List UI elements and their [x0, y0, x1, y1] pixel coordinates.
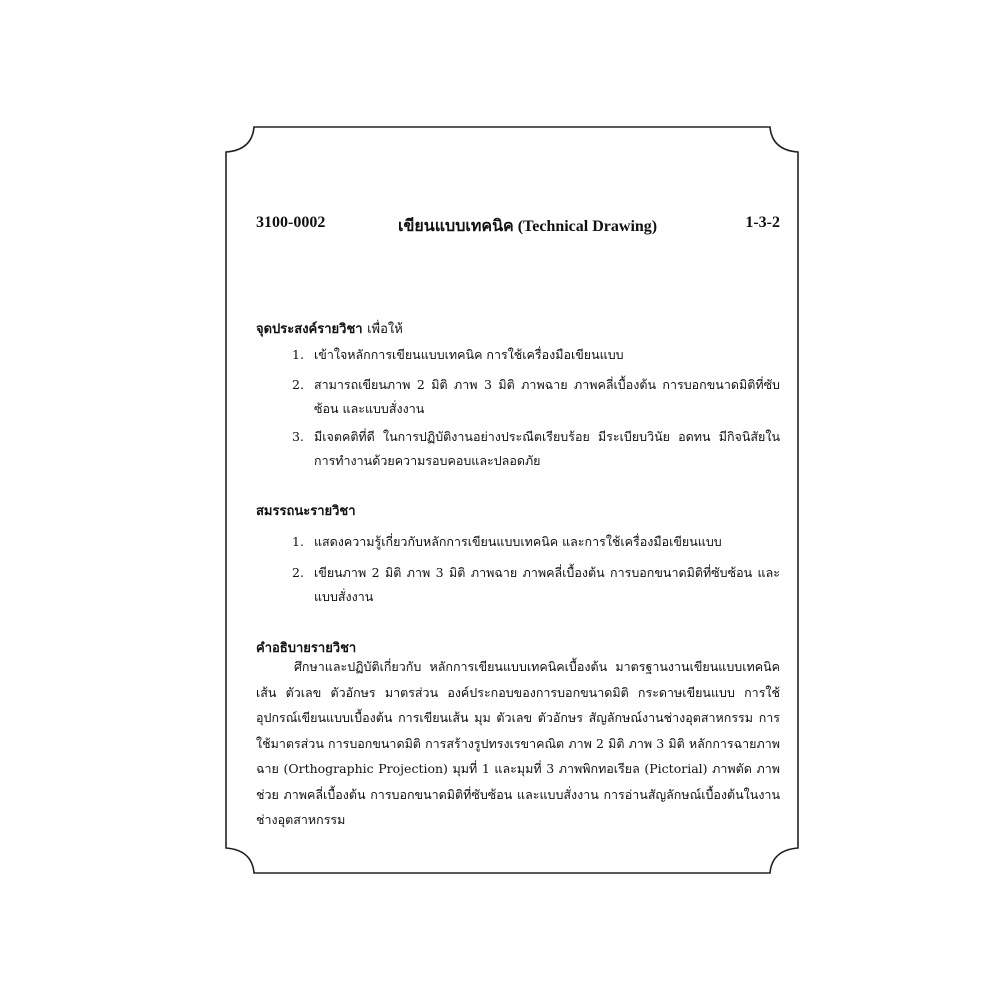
course-title: เขียนแบบเทคนิค (Technical Drawing) — [398, 218, 658, 235]
competency-item — [292, 530, 780, 554]
syllabus-page — [256, 0, 780, 1000]
objective-item — [292, 343, 780, 367]
competency-text: แสดงความรู้เกี่ยวกับหลักการเขียนแบบเทคนิค และการใช้เครื่องมือเขียนแบบ — [314, 534, 722, 549]
description-heading-text: คำอธิบายรายวิชา — [256, 641, 357, 656]
course-credits: 1-3-2 — [745, 214, 780, 231]
competency-text: เขียนภาพ 2 มิติ ภาพ 3 มิติ ภาพฉาย ภาพคลี่เบื้องต้น การบอกขนาดมิติที่ซับซ้อน และแบบสั่งงาน — [314, 565, 780, 604]
competency-number: 2. — [292, 565, 304, 580]
course-code: 3100-0002 — [256, 214, 326, 231]
objective-number: 3. — [292, 429, 304, 444]
competencies-heading — [256, 500, 356, 521]
objective-text: สามารถเขียนภาพ 2 มิติ ภาพ 3 มิติ ภาพฉาย ภาพคลี่เบื้องต้น การบอกขนาดมิติที่ซับซ้อน และแบบสั่งงาน — [314, 377, 780, 416]
competency-item — [292, 561, 780, 609]
course-header — [256, 214, 780, 240]
objectives-heading-text: จุดประสงค์รายวิชา — [256, 322, 363, 337]
objectives-heading — [256, 318, 403, 339]
objectives-heading-suffix: เพื่อให้ — [367, 322, 403, 337]
objective-text: เข้าใจหลักการเขียนแบบเทคนิค การใช้เครื่องมือเขียนแบบ — [314, 347, 624, 362]
objective-text: มีเจตคติที่ดี ในการปฏิบัติงานอย่างประณีตเรียบร้อย มีระเบียบวินัย อดทน มีกิจนิสัยในการทำงานด้วยความรอบคอบและปลอดภัย — [314, 429, 780, 468]
objective-item — [292, 425, 780, 473]
objective-number: 1. — [292, 347, 304, 362]
objective-number: 2. — [292, 377, 304, 392]
course-description: ศึกษาและปฏิบัติเกี่ยวกับ หลักการเขียนแบบเทคนิคเบื้องต้น มาตรฐานงานเขียนแบบเทคนิค เส้น ตัวเลข ตัวอักษร มาตรส่วน องค์ประกอบของการบอกขนาดมิติ กระดาษเขียนแบบ การใช้อุปกรณ์เขียนแบบเบื้องต้น การเขียนเส้น มุม ตัวเลข ตัวอักษร สัญลักษณ์งานช่างอุตสาหกรรม การใช้มาตรส่วน การบอกขนาดมิติ การสร้างรูปทรงเรขาคณิต ภาพ 2 มิติ ภาพ 3 มิติ หลักการฉายภาพฉาย (Orthographic Projection) มุมที่ 1 และมุมที่ 3 ภาพพิกทอเรียล (Pictorial) ภาพตัด ภาพช่วย ภาพคลี่เบื้องต้น การบอกขนาดมิติที่ซับซ้อน และแบบสั่งงาน การอ่านสัญลักษณ์เบื้องต้นในงานช่างอุตสาหกรรม — [256, 659, 780, 827]
competency-number: 1. — [292, 534, 304, 549]
competencies-heading-text: สมรรถนะรายวิชา — [256, 504, 356, 519]
objective-item — [292, 373, 780, 421]
